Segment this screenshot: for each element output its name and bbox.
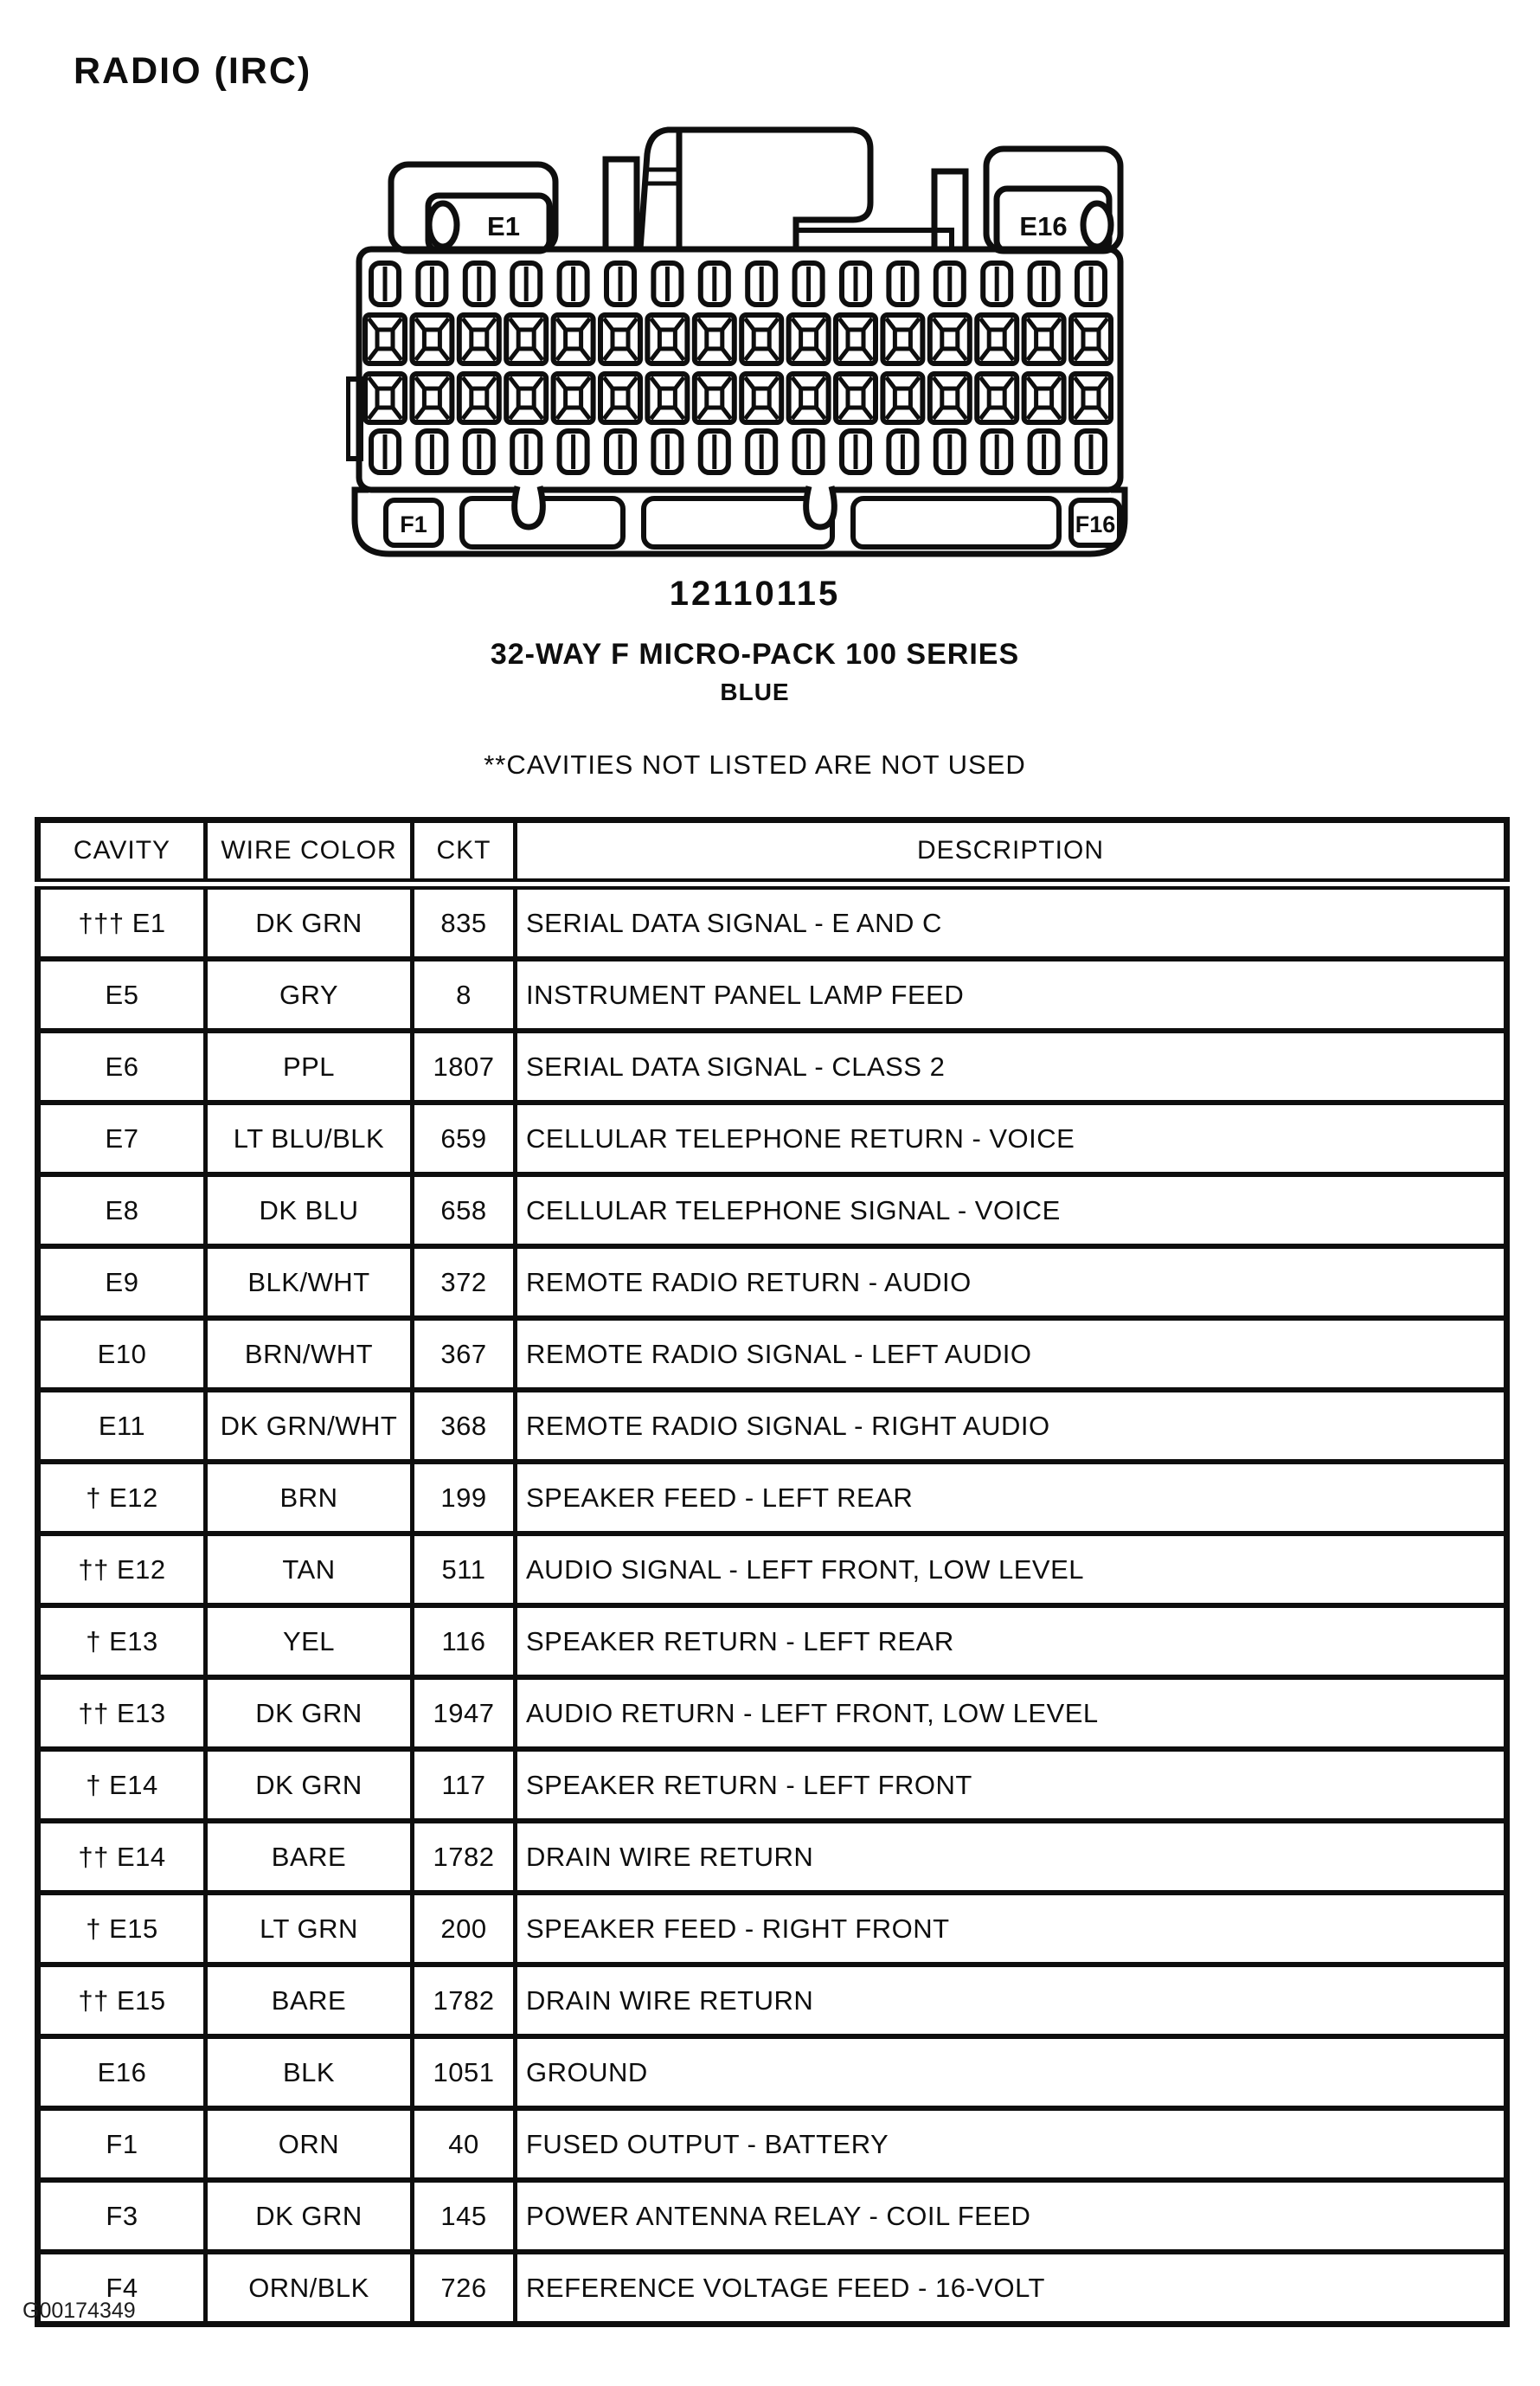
ckt-cell: 511: [413, 1534, 516, 1605]
ckt-cell: 658: [413, 1174, 516, 1246]
terminal-slot: [701, 263, 728, 305]
connector-label-f16: F16: [1075, 511, 1116, 537]
terminal-slot: [418, 431, 446, 473]
table-row: [38, 2252, 1507, 2325]
connector-caption-block: [0, 575, 1510, 781]
wire-color-cell: DK GRN: [206, 1749, 413, 1821]
terminal-slot: [418, 263, 446, 305]
table-row: [38, 1821, 1507, 1893]
table-header: [38, 820, 1507, 884]
terminal-cavity: [600, 374, 640, 422]
terminal-cavity: [977, 374, 1017, 422]
connector-body: [359, 249, 1120, 490]
connector-tab-e1: [391, 164, 555, 251]
terminal-cavity: [1024, 315, 1064, 363]
cavity-pinout-table: [35, 817, 1510, 2327]
terminal-cavity: [647, 374, 687, 422]
description-cell: SPEAKER RETURN - LEFT FRONT: [516, 1749, 1507, 1821]
wire-color-cell: BARE: [206, 1965, 413, 2036]
cavity-cell: F3: [38, 2180, 206, 2252]
table-row: [38, 1605, 1507, 1677]
wire-color-cell: BLK: [206, 2036, 413, 2108]
description-cell: SPEAKER FEED - LEFT REAR: [516, 1462, 1507, 1534]
terminal-slot: [748, 431, 775, 473]
connector-face-diagram: [346, 119, 1133, 574]
table-row: [38, 1462, 1507, 1534]
table-row: [38, 2180, 1507, 2252]
terminal-cavity: [459, 315, 499, 363]
wire-color-cell: ORN/BLK: [206, 2252, 413, 2325]
page-title: RADIO (IRC): [74, 50, 312, 92]
ckt-cell: 117: [413, 1749, 516, 1821]
description-cell: DRAIN WIRE RETURN: [516, 1821, 1507, 1893]
cavity-cell: †† E12: [38, 1534, 206, 1605]
table-row: [38, 1103, 1507, 1174]
cavity-cell: † E12: [38, 1462, 206, 1534]
connector-label-e1: E1: [487, 211, 520, 241]
cavity-cell: E16: [38, 2036, 206, 2108]
terminal-slot: [795, 431, 823, 473]
ckt-cell: 367: [413, 1318, 516, 1390]
cavity-cell: †† E15: [38, 1965, 206, 2036]
terminal-cavity: [412, 374, 452, 422]
description-cell: SERIAL DATA SIGNAL - CLASS 2: [516, 1031, 1507, 1103]
column-header-ckt: CKT: [413, 820, 516, 884]
terminal-cavity: [554, 315, 594, 363]
ckt-cell: 1782: [413, 1821, 516, 1893]
ckt-cell: 199: [413, 1462, 516, 1534]
terminal-cavity: [600, 315, 640, 363]
wire-color-cell: BRN/WHT: [206, 1318, 413, 1390]
ckt-cell: 372: [413, 1246, 516, 1318]
ckt-cell: 368: [413, 1390, 516, 1462]
column-header-description: DESCRIPTION: [516, 820, 1507, 884]
wire-color-cell: DK GRN: [206, 884, 413, 960]
ckt-cell: 145: [413, 2180, 516, 2252]
terminal-slot: [371, 263, 399, 305]
terminal-cavity: [1071, 374, 1111, 422]
terminal-cavity: [412, 315, 452, 363]
ckt-cell: 40: [413, 2108, 516, 2180]
description-cell: INSTRUMENT PANEL LAMP FEED: [516, 959, 1507, 1031]
cavity-cell: E8: [38, 1174, 206, 1246]
connector-series-name: 32-WAY F MICRO-PACK 100 SERIES: [490, 638, 1020, 671]
part-number: 12110115: [669, 575, 841, 613]
description-cell: SPEAKER RETURN - LEFT REAR: [516, 1605, 1507, 1677]
terminal-cavity: [741, 374, 781, 422]
terminal-slot: [371, 431, 399, 473]
wire-color-cell: DK GRN: [206, 2180, 413, 2252]
description-cell: DRAIN WIRE RETURN: [516, 1965, 1507, 2036]
connector-label-f1: F1: [400, 511, 427, 537]
wire-color-cell: DK BLU: [206, 1174, 413, 1246]
terminal-slot: [512, 263, 540, 305]
terminal-cavity: [836, 315, 876, 363]
cavity-cell: E11: [38, 1390, 206, 1462]
terminal-cavity: [647, 315, 687, 363]
connector-lower-housing: [355, 486, 1125, 554]
cavity-cell: E6: [38, 1031, 206, 1103]
table-row: [38, 1390, 1507, 1462]
table-row: [38, 2036, 1507, 2108]
description-cell: FUSED OUTPUT - BATTERY: [516, 2108, 1507, 2180]
terminal-cavity: [930, 374, 970, 422]
table-row: [38, 1318, 1507, 1390]
wire-color-cell: ORN: [206, 2108, 413, 2180]
terminal-slot: [465, 431, 493, 473]
description-cell: REMOTE RADIO SIGNAL - RIGHT AUDIO: [516, 1390, 1507, 1462]
terminal-cavity: [977, 315, 1017, 363]
terminal-cavity: [506, 315, 546, 363]
wire-color-cell: PPL: [206, 1031, 413, 1103]
cavity-cell: † E15: [38, 1893, 206, 1965]
terminal-slot: [748, 263, 775, 305]
description-cell: CELLULAR TELEPHONE SIGNAL - VOICE: [516, 1174, 1507, 1246]
terminal-slot: [560, 263, 587, 305]
ckt-cell: 1051: [413, 2036, 516, 2108]
terminal-cavity: [506, 374, 546, 422]
ckt-cell: 200: [413, 1893, 516, 1965]
wire-color-cell: DK GRN: [206, 1677, 413, 1749]
table-row: [38, 1749, 1507, 1821]
terminal-slot: [606, 431, 634, 473]
terminal-cavity: [789, 374, 829, 422]
cavity-cell: † E13: [38, 1605, 206, 1677]
terminal-slot: [653, 431, 681, 473]
wire-color-cell: LT BLU/BLK: [206, 1103, 413, 1174]
cavity-cell: †† E14: [38, 1821, 206, 1893]
ckt-cell: 726: [413, 2252, 516, 2325]
description-cell: REMOTE RADIO RETURN - AUDIO: [516, 1246, 1507, 1318]
table-row: [38, 1031, 1507, 1103]
terminal-grid: [365, 263, 1111, 473]
terminal-cavity: [741, 315, 781, 363]
terminal-cavity: [930, 315, 970, 363]
terminal-slot: [512, 431, 540, 473]
table-row: [38, 1965, 1507, 2036]
description-cell: AUDIO RETURN - LEFT FRONT, LOW LEVEL: [516, 1677, 1507, 1749]
table-body: [38, 884, 1507, 2325]
wire-color-cell: LT GRN: [206, 1893, 413, 1965]
terminal-cavity: [695, 374, 735, 422]
connector-latch: [606, 130, 966, 249]
cavity-cell: ††† E1: [38, 884, 206, 960]
wire-color-cell: BLK/WHT: [206, 1246, 413, 1318]
description-cell: SERIAL DATA SIGNAL - E AND C: [516, 884, 1507, 960]
cavity-note: **CAVITIES NOT LISTED ARE NOT USED: [484, 749, 1026, 780]
terminal-cavity: [459, 374, 499, 422]
cavity-cell: †† E13: [38, 1677, 206, 1749]
terminal-cavity: [1071, 315, 1111, 363]
terminal-cavity: [365, 374, 405, 422]
wire-color-cell: YEL: [206, 1605, 413, 1677]
wire-color-cell: TAN: [206, 1534, 413, 1605]
table-header-row: [38, 820, 1507, 884]
description-cell: AUDIO SIGNAL - LEFT FRONT, LOW LEVEL: [516, 1534, 1507, 1605]
wire-color-cell: BRN: [206, 1462, 413, 1534]
terminal-slot: [936, 263, 964, 305]
terminal-slot: [795, 263, 823, 305]
description-cell: SPEAKER FEED - RIGHT FRONT: [516, 1893, 1507, 1965]
ckt-cell: 1947: [413, 1677, 516, 1749]
terminal-cavity: [836, 374, 876, 422]
ckt-cell: 659: [413, 1103, 516, 1174]
description-cell: GROUND: [516, 2036, 1507, 2108]
table-row: [38, 884, 1507, 960]
terminal-slot: [1077, 431, 1105, 473]
ckt-cell: 835: [413, 884, 516, 960]
terminal-cavity: [554, 374, 594, 422]
table-row: [38, 1174, 1507, 1246]
terminal-slot: [701, 431, 728, 473]
terminal-cavity: [1024, 374, 1064, 422]
terminal-slot: [889, 431, 916, 473]
terminal-cavity: [695, 315, 735, 363]
description-cell: REMOTE RADIO SIGNAL - LEFT AUDIO: [516, 1318, 1507, 1390]
terminal-cavity: [789, 315, 829, 363]
table-row: [38, 1893, 1507, 1965]
wire-color-cell: GRY: [206, 959, 413, 1031]
cavity-cell: E7: [38, 1103, 206, 1174]
figure-code: G00174349: [22, 2299, 136, 2323]
table-row: [38, 2108, 1507, 2180]
terminal-cavity: [882, 374, 922, 422]
terminal-slot: [983, 431, 1011, 473]
terminal-slot: [1030, 263, 1058, 305]
column-header-cavity: CAVITY: [38, 820, 206, 884]
terminal-slot: [1077, 263, 1105, 305]
table-row: [38, 959, 1507, 1031]
description-cell: REFERENCE VOLTAGE FEED - 16-VOLT: [516, 2252, 1507, 2325]
ckt-cell: 1807: [413, 1031, 516, 1103]
wire-color-cell: BARE: [206, 1821, 413, 1893]
table-row: [38, 1534, 1507, 1605]
cavity-cell: † E14: [38, 1749, 206, 1821]
connector-color: BLUE: [720, 678, 790, 705]
terminal-slot: [465, 263, 493, 305]
description-cell: CELLULAR TELEPHONE RETURN - VOICE: [516, 1103, 1507, 1174]
table-row: [38, 1677, 1507, 1749]
cavity-cell: E5: [38, 959, 206, 1031]
terminal-slot: [842, 263, 869, 305]
description-cell: POWER ANTENNA RELAY - COIL FEED: [516, 2180, 1507, 2252]
connector-label-e16: E16: [1019, 211, 1068, 241]
terminal-slot: [889, 263, 916, 305]
terminal-slot: [936, 431, 964, 473]
wire-color-cell: DK GRN/WHT: [206, 1390, 413, 1462]
terminal-slot: [560, 431, 587, 473]
ckt-cell: 8: [413, 959, 516, 1031]
terminal-slot: [606, 263, 634, 305]
cavity-cell: E10: [38, 1318, 206, 1390]
terminal-slot: [1030, 431, 1058, 473]
terminal-slot: [983, 263, 1011, 305]
column-header-wire-color: WIRE COLOR: [206, 820, 413, 884]
terminal-cavity: [882, 315, 922, 363]
cavity-cell: F1: [38, 2108, 206, 2180]
ckt-cell: 116: [413, 1605, 516, 1677]
connector-side-tab: [348, 379, 361, 459]
terminal-cavity: [365, 315, 405, 363]
cavity-cell: E9: [38, 1246, 206, 1318]
ckt-cell: 1782: [413, 1965, 516, 2036]
cavity-cell: F4: [38, 2252, 206, 2325]
terminal-slot: [842, 431, 869, 473]
terminal-slot: [653, 263, 681, 305]
table-row: [38, 1246, 1507, 1318]
